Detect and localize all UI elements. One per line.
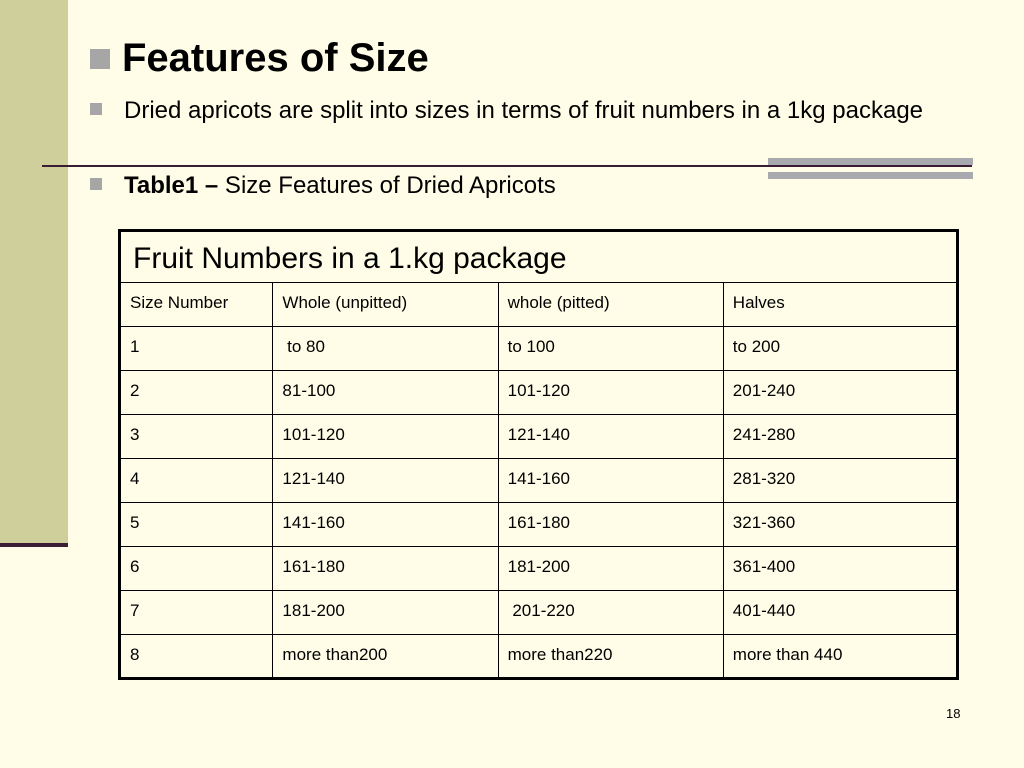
table-row (120, 459, 958, 503)
table-cell: 161-180 (273, 547, 498, 591)
table-cell: 8 (120, 635, 273, 679)
table-cell: 1 (120, 327, 273, 371)
table-cell: to 80 (273, 327, 498, 371)
table-cell: 181-200 (498, 547, 723, 591)
table-cell: 241-280 (723, 415, 957, 459)
table-cell: 361-400 (723, 547, 957, 591)
table-caption-row (120, 231, 958, 283)
side-decoration-line (0, 543, 68, 547)
table-cell: 181-200 (273, 591, 498, 635)
table-row (120, 503, 958, 547)
table-caption (124, 169, 924, 203)
size-features-table (118, 229, 959, 680)
table-cell: 141-160 (273, 503, 498, 547)
square-bullet-icon (90, 103, 102, 115)
bullet-item (90, 94, 924, 128)
bullet-text: Dried apricots are split into sizes in terms of fruit numbers in a 1kg package (124, 97, 924, 124)
table-cell: 81-100 (273, 371, 498, 415)
table-cell: more than 440 (723, 635, 957, 679)
table-cell: 7 (120, 591, 273, 635)
table-cell: 201-240 (723, 371, 957, 415)
table-cell: more than200 (273, 635, 498, 679)
table-cell: 121-140 (498, 415, 723, 459)
table-row (120, 327, 958, 371)
table-row (120, 591, 958, 635)
square-bullet-icon (90, 178, 102, 190)
table-cell: to 100 (498, 327, 723, 371)
table-cell: 201-220 (498, 591, 723, 635)
side-decoration-strip (0, 0, 68, 546)
table-row (120, 415, 958, 459)
table-cell: more than220 (498, 635, 723, 679)
table-cell: 4 (120, 459, 273, 503)
square-bullet-icon (90, 49, 110, 69)
column-header: Whole (unpitted) (273, 283, 498, 327)
table-row (120, 547, 958, 591)
table-header-row (120, 283, 958, 327)
table-cell: 2 (120, 371, 273, 415)
table-title: Fruit Numbers in a 1.kg package (120, 231, 958, 283)
table-caption-bullet (90, 169, 924, 203)
table-row (120, 635, 958, 679)
table-cell: 161-180 (498, 503, 723, 547)
table-caption-label: Table1 – (124, 172, 219, 199)
table-cell: 141-160 (498, 459, 723, 503)
table-cell: 401-440 (723, 591, 957, 635)
table-caption-text: Size Features of Dried Apricots (218, 172, 556, 199)
table-cell: 5 (120, 503, 273, 547)
page-number: 18 (946, 706, 961, 721)
table-cell: to 200 (723, 327, 957, 371)
table-cell: 281-320 (723, 459, 957, 503)
table-cell: 3 (120, 415, 273, 459)
table-row (120, 371, 958, 415)
column-header: Halves (723, 283, 957, 327)
column-header: Size Number (120, 283, 273, 327)
table-cell: 101-120 (498, 371, 723, 415)
slide-title: Features of Size (122, 36, 429, 80)
title-row (90, 36, 429, 81)
column-header: whole (pitted) (498, 283, 723, 327)
table-cell: 121-140 (273, 459, 498, 503)
table-cell: 101-120 (273, 415, 498, 459)
table-cell: 321-360 (723, 503, 957, 547)
table-cell: 6 (120, 547, 273, 591)
